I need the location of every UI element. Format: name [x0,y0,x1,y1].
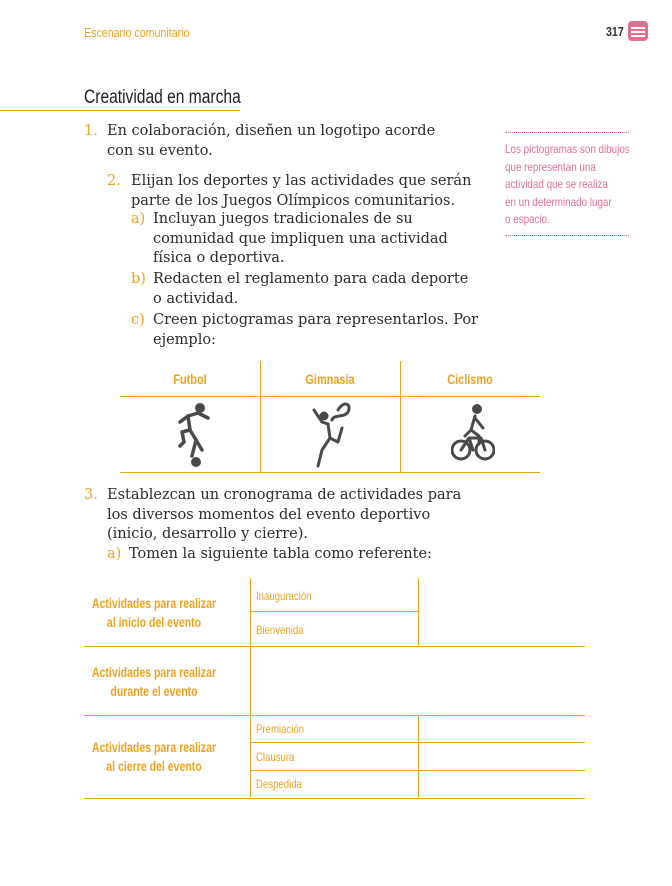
cyclist-icon [451,402,495,466]
item-text: Creen pictogramas para representarlos. Por [153,312,479,328]
item-text: parte de los Juegos Olímpicos comunitarios. [131,192,456,209]
item-text: Redacten el reglamento para cada deporte [153,271,469,287]
item-letter: a) [131,211,146,227]
item-text: comunidad que impliquen una actividad [153,230,448,247]
table-divider [418,578,419,646]
table-divider [84,715,585,716]
column-header-futbol: Futbol [173,371,207,387]
table-divider [84,646,585,647]
title-rule [0,110,240,111]
soccer-player-icon [172,400,216,470]
book-icon [628,21,648,41]
item-text: Establezcan un cronograma de actividades para [107,487,462,503]
item-text: los diversos momentos del evento deportivo [107,506,431,523]
item-text: o actividad. [153,290,239,307]
item-text: Incluyan juegos tradicionales de su [153,211,413,227]
table-cell: Bienvenida [256,623,304,637]
item-text: con su evento. [107,142,213,159]
item-letter: a) [107,546,122,562]
page-title: Creatividad en marcha [84,87,241,108]
side-note-line: que representan una [505,159,596,174]
row-label-cierre: Actividades para realizar al cierre del evento [91,740,217,774]
row-label-durante: Actividades para realizar durante el evento [91,665,217,699]
page-number: 317 [606,24,624,39]
table-divider [250,611,418,612]
row-label-inicio: Actividades para realizar al inicio del evento [91,596,217,630]
item-number: 3. [84,487,98,503]
item-text: En colaboración, diseñen un logotipo acorde [107,123,436,139]
section-label: Escenario comunitario [84,25,190,40]
table-divider [250,742,585,743]
table-cell: Despedida [256,777,302,791]
side-note [505,132,629,236]
table-divider [84,798,585,799]
table-divider [250,770,585,771]
side-note-line: actividad que se realiza [505,177,608,191]
side-note-line: Los pictogramas son dibujos [505,142,630,156]
table-divider [418,715,419,798]
column-header-ciclismo: Ciclismo [447,371,493,387]
item-text: ejemplo: [153,331,216,348]
side-note-line: en un determinado lugar [505,194,612,209]
item-letter: b) [131,271,146,287]
table-cell: Premiación [256,722,305,736]
column-header-gimnasia: Gimnasia [305,371,355,387]
item-text: Tomen la siguiente tabla como referente: [129,546,432,562]
item-letter: c) [131,312,145,328]
table-divider [120,396,540,397]
item-text: (inicio, desarrollo y cierre). [107,526,308,542]
table-divider [400,361,401,473]
table-cell: Inauguración [256,589,312,603]
table-divider [120,472,540,473]
item-text: física o deportiva. [153,250,285,266]
table-cell: Clausura [256,750,295,764]
item-text: Elijan los deportes y las actividades que serán [131,173,472,189]
gymnast-icon [308,398,354,470]
item-number: 1. [84,123,98,139]
side-note-line: o espacio. [505,212,550,226]
item-number: 2. [107,173,121,189]
table-divider [260,361,261,473]
